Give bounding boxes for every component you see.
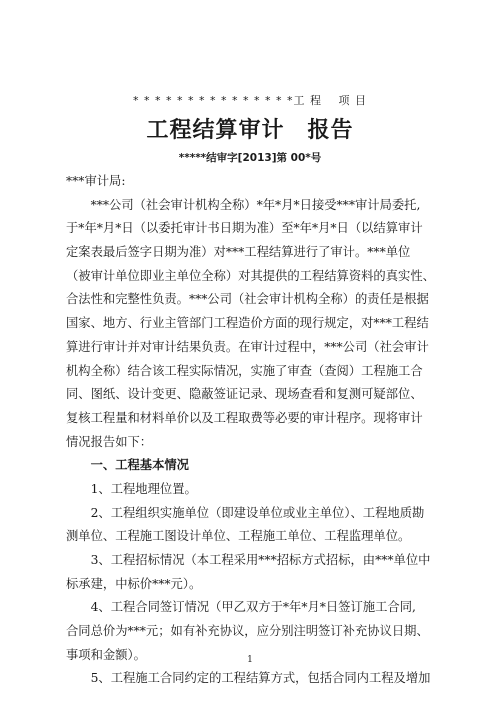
section-heading: 一、工程基本情况: [66, 458, 189, 473]
body-line: 情况报告如下：: [66, 434, 153, 449]
addressee: ***审计局:: [66, 174, 126, 188]
report-title: 工程结算审计 报告: [146, 118, 354, 143]
body-line: 合法性和完整性负责。***公司（社会审计机构全称）的责任是根据: [66, 292, 429, 307]
list-item: 4、工程合同签订情况（甲乙双方于*年*月*日签订施工合同,: [66, 600, 416, 615]
list-item: 5、工程施工合同约定的工程结算方式，包括合同内工程及增加: [66, 671, 431, 686]
list-item: 2、工程组织实施单位（即建设单位或业主单位）、工程地质勘: [66, 505, 425, 520]
body-line: 算进行审计并对审计结果负责。在审计过程中，***公司（社会审计: [66, 339, 429, 354]
body-line: 同、图纸、设计变更、隐蔽签证记录、现场查看和复测可疑部位、: [66, 387, 423, 402]
document-number: *****结审字[2013]第 00*号: [178, 152, 322, 164]
body-line: 国家、地方、行业主管部门工程造价方面的现行规定，对***工程结: [66, 316, 429, 331]
list-item-continuation: 测单位、工程施工图设计单位、工程施工单位、工程监理单位。: [66, 529, 411, 544]
report-body: [66, 170, 438, 691]
body-line: 复核工程量和材料单价以及工程取费等必要的审计程序。现将审计: [66, 410, 423, 425]
body-line: （被审计单位即业主单位全称）对其提供的工程结算资料的真实性、: [66, 268, 435, 283]
list-item-continuation: 合同总价为***元；如有补充协议，应分别注明签订补充协议日期、: [66, 624, 429, 639]
page-number: 1: [247, 655, 253, 665]
list-item-continuation: 事项和金额）。: [66, 647, 146, 662]
project-name-line: * * * * * * * * * * * * * * *工 程 项 目: [133, 94, 367, 107]
body-line: 定案表最后签字日期为准）对***工程结算进行了审计。***单位: [66, 245, 411, 260]
body-line: ***公司（社会审计机构全称）*年*月*日接受***审计局委托,: [66, 197, 421, 212]
body-line: 机构全称）结合该工程实际情况，实施了审查（查阅）工程施工合: [66, 363, 423, 378]
list-item-continuation: 标承建，中标价***元）。: [66, 576, 202, 591]
list-item: 1、工程地理位置。: [66, 481, 197, 496]
body-line: 于*年*月*日（以委托审计书日期为准）至*年*月*日（以结算审计: [66, 221, 423, 236]
list-item: 3、工程招标情况（本工程采用***招标方式招标，由***单位中: [66, 553, 431, 567]
